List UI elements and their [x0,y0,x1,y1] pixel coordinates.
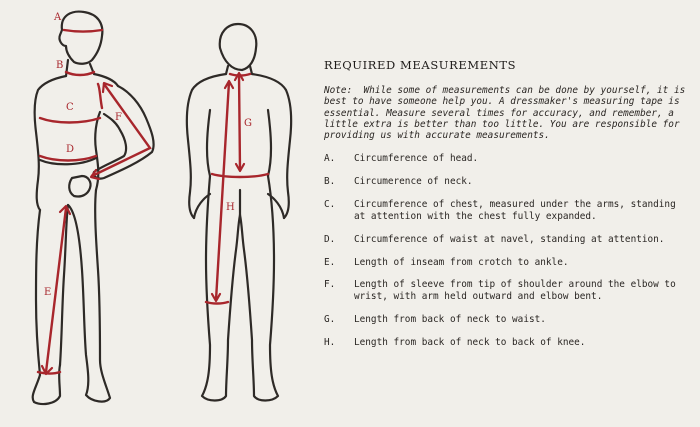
note-prefix: Note: [324,85,353,96]
label-a: A [54,12,62,23]
measurement-item-d [322,234,692,245]
item-letter: G. [324,313,336,325]
measurement-figures [0,0,320,427]
item-letter: B. [324,176,336,188]
measurement-item-f [322,279,692,302]
measurement-lines [38,30,150,374]
measurement-item-b [322,176,692,187]
measurements-panel [322,58,692,360]
panel-title: REQUIRED MEASUREMENTS [324,58,517,72]
measurement-item-e [322,257,692,268]
measure-f-shoulder [98,84,102,108]
item-text: Length from back of neck to waist. [354,313,546,325]
measure-c-line [40,118,100,123]
measure-a-line [64,30,102,32]
label-d: D [66,144,75,155]
measure-d-line [40,156,96,161]
measurement-list [322,153,692,348]
label-b: B [56,60,64,71]
item-letter: D. [324,233,336,245]
measure-b-line [66,72,94,75]
item-letter: H. [324,336,336,348]
measurement-item-a [322,153,692,164]
measure-g-line [239,74,240,170]
item-letter: C. [324,199,336,211]
item-letter: E. [324,256,336,268]
measure-h-bottom [206,302,228,304]
item-letter: F. [324,279,336,291]
measurement-item-c [322,199,692,222]
note-text: While some of measurements can be done by yourself, it is best to have someone help you. A dressmaker's measuring tape is essential. Measure several times for accuracy, and remember, a little extra is better than too little. You are responsible for providing us with accurate measurements. [324,85,686,142]
front-figure [33,12,154,404]
label-c: C [66,102,74,113]
item-text: Length of inseam from crotch to ankle. [354,256,569,268]
item-text: Circumference of waist at navel, standing at attention. [354,233,665,245]
measurement-item-h [322,337,692,348]
measure-waist-back [212,174,268,177]
item-letter: A. [324,153,336,165]
measure-h-line [216,82,229,300]
label-h: H [226,202,235,213]
item-text: Circumference of head. [354,153,479,165]
measurement-item-g [322,314,692,325]
item-text: Length of sleeve from tip of shoulder around the elbow to wrist, with arm held outward and elbow bent. [354,279,676,302]
item-text: Circumerence of neck. [354,176,473,188]
item-text: Circumference of chest, measured under the arms, standing at attention with the chest fully expanded. [354,199,676,222]
measurement-lines-back [206,73,268,304]
label-e: E [44,287,52,298]
label-f: F [115,112,122,123]
note-paragraph [324,85,692,141]
item-text: Length from back of neck to back of knee. [354,336,586,348]
label-g: G [244,118,252,129]
